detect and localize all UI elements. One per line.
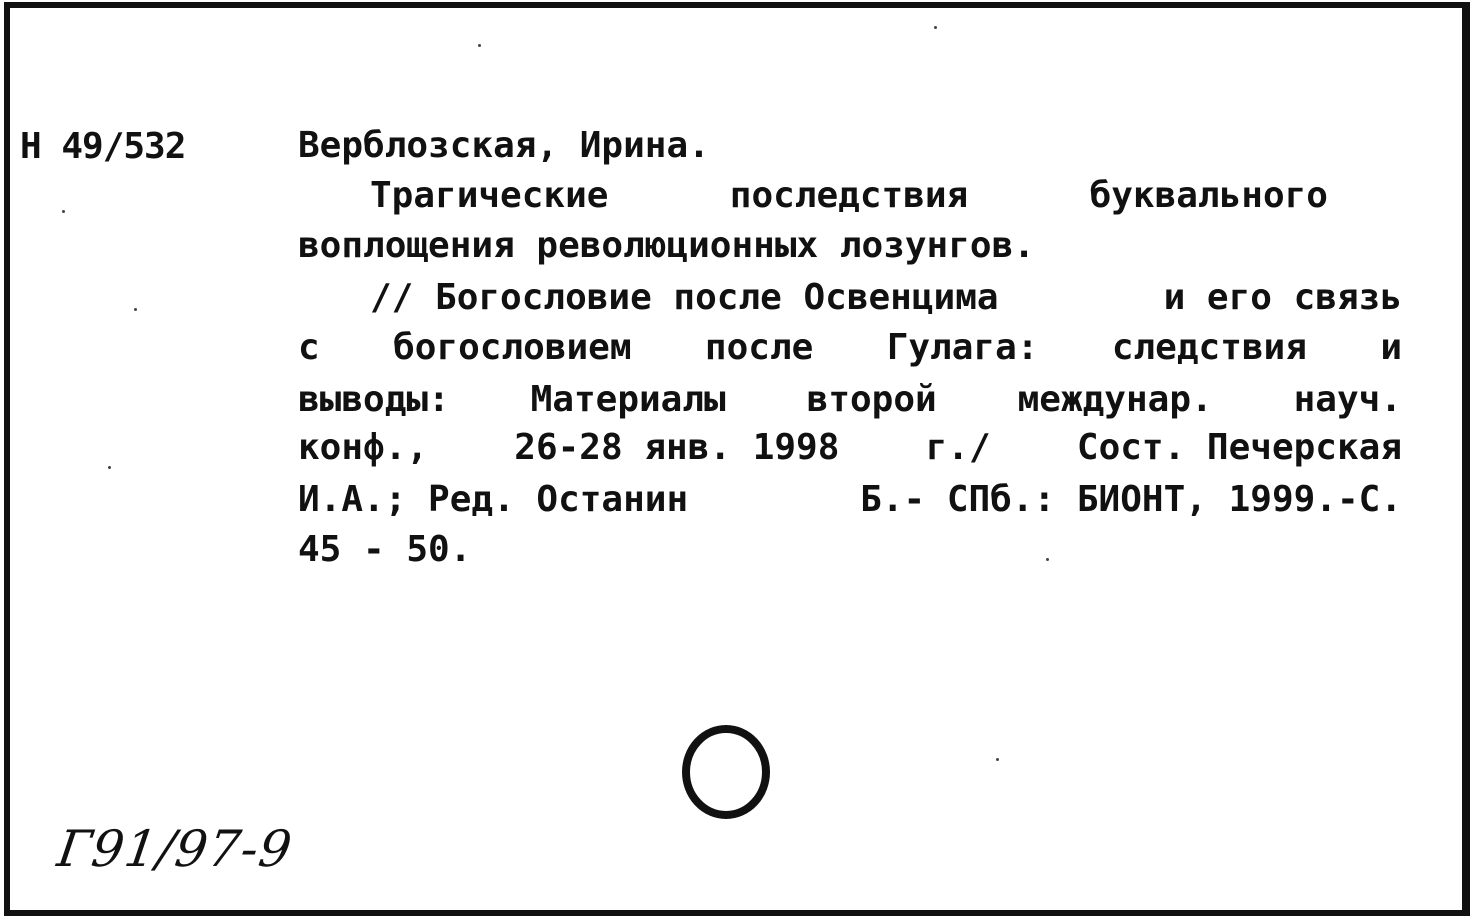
- source-segment: Б.- СПб.: БИОНТ, 1999.-С.: [860, 479, 1402, 520]
- source-segment: и его связь: [1163, 277, 1402, 318]
- source-word: междунар.: [1017, 379, 1213, 420]
- source-segment: конф.,: [298, 427, 429, 468]
- speck: [62, 210, 65, 213]
- title-word: буквального: [1089, 175, 1328, 216]
- speck: [478, 44, 481, 47]
- handwritten-mark: Г91/97-9: [53, 820, 296, 878]
- source-word: следствия: [1111, 327, 1307, 368]
- speck: [1046, 558, 1049, 561]
- source-segment: 26-28 янв. 1998: [514, 427, 840, 468]
- source-word: Материалы: [530, 379, 726, 420]
- source-segment: Сост. Печерская: [1076, 427, 1402, 468]
- source-word: после: [704, 327, 814, 368]
- source-word: второй: [806, 379, 937, 420]
- source-word: богословием: [393, 327, 632, 368]
- source-word: и: [1380, 327, 1402, 368]
- source-line-3: [298, 379, 1402, 420]
- title-word: Трагические: [370, 175, 609, 216]
- title-line-1: [370, 175, 1328, 216]
- source-word: науч.: [1293, 379, 1402, 420]
- source-segment: // Богословие после Освенцима: [370, 277, 999, 318]
- source-line-2: [298, 327, 1402, 368]
- source-word: выводы:: [298, 379, 450, 420]
- source-word: с: [298, 327, 320, 368]
- source-segment: г./: [925, 427, 991, 468]
- source-line-6: 45 - 50.: [298, 529, 472, 570]
- call-number: Н 49/532: [20, 126, 186, 167]
- source-line-4: [298, 427, 1402, 468]
- title-word: последствия: [729, 175, 969, 216]
- author: Верблозская, Ирина.: [298, 125, 710, 166]
- source-line-5: [298, 479, 1402, 520]
- speck: [108, 466, 111, 469]
- title-line-2: воплощения революционных лозунгов.: [298, 225, 1035, 266]
- punch-hole-icon: [678, 722, 774, 822]
- speck: [996, 758, 999, 761]
- speck: [134, 308, 137, 311]
- speck: [934, 26, 937, 29]
- source-word: Гулага:: [886, 327, 1039, 368]
- source-segment: И.А.; Ред. Останин: [298, 479, 689, 520]
- source-line-1: [370, 277, 1402, 318]
